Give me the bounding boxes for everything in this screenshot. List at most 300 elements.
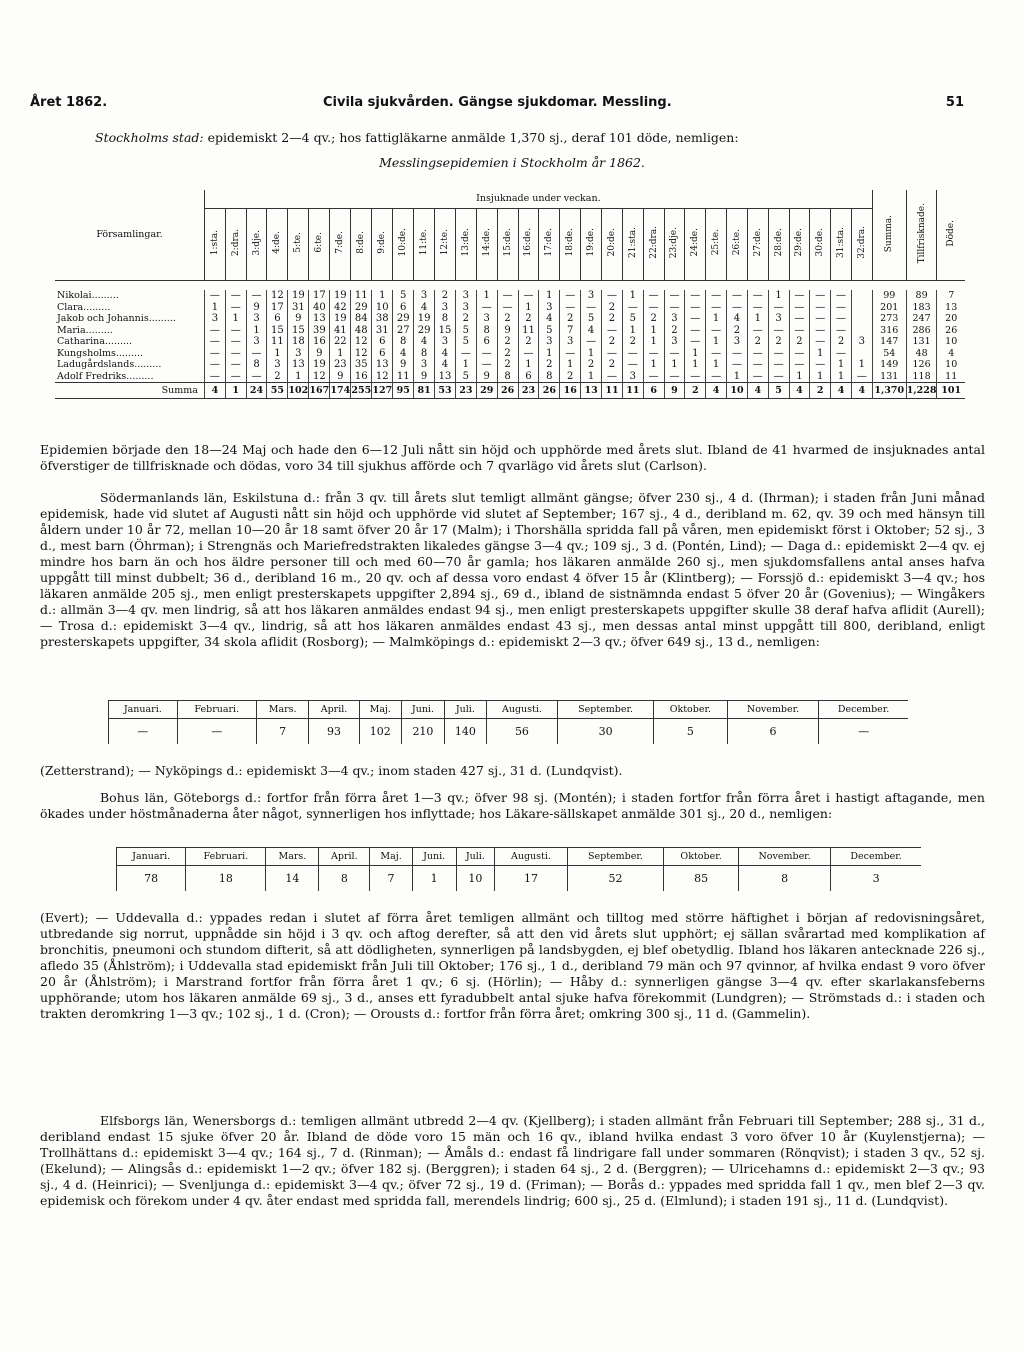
totals-header (906, 190, 937, 280)
week-header (372, 208, 393, 280)
paragraph-nykoping (40, 763, 985, 779)
table-cell: — (747, 325, 768, 337)
table-cell: 1 (727, 371, 748, 383)
table-cell: 1 (851, 359, 872, 371)
row-dead: 10 (937, 336, 965, 348)
table-cell: 3 (664, 336, 685, 348)
row-sum: 147 (872, 336, 906, 348)
table-cell: 42 (330, 302, 351, 314)
month-header: November. (738, 848, 830, 866)
month-header: December. (831, 848, 921, 866)
table-cell: 13 (435, 371, 456, 383)
row-recovered: 89 (906, 290, 937, 302)
table-cell: — (664, 348, 685, 360)
sum-cell: 6 (643, 383, 664, 399)
week-header (351, 208, 372, 280)
table-cell: 4 (414, 302, 435, 314)
week-header-label: 17:de. (544, 228, 555, 257)
table-cell: — (622, 348, 643, 360)
sum-cell: 81 (414, 383, 435, 399)
table-cell: 5 (455, 336, 476, 348)
week-header (267, 208, 288, 280)
table-cell: — (622, 302, 643, 314)
table-cell: — (727, 359, 748, 371)
table-cell: 12 (267, 290, 288, 302)
table-cell: — (560, 348, 581, 360)
table-cell: 3 (435, 336, 456, 348)
sum-label: Summa (55, 383, 204, 399)
week-header-label: 11:te. (419, 229, 430, 256)
table-cell: — (727, 302, 748, 314)
table-row (55, 359, 965, 371)
sum-cell: 13 (581, 383, 602, 399)
sum-cell: 167 (309, 383, 330, 399)
parish-name: Maria......... (57, 324, 113, 336)
paragraph-text: Epidemien började den 18—24 Maj och hade den 6—12 Juli nått sin höjd och upphörde med årets slut. Ibland de 41 hvarmed de insjuknades antal öfverstiger de tillfrisknade och dödas, voro 34 till sjukhus afförde och 7 qvarlägo vid årets slut (Carlson). (40, 442, 985, 473)
table-cell: 6 (267, 313, 288, 325)
month-value: 8 (319, 866, 370, 892)
week-header-label: 31:sta. (836, 227, 847, 258)
table-cell: 6 (518, 371, 539, 383)
week-header-label: 9:de. (377, 231, 388, 254)
table-cell: 1 (685, 348, 706, 360)
table-cell: 11 (351, 290, 372, 302)
month-value: 7 (370, 866, 413, 892)
table-cell: 39 (309, 325, 330, 337)
table-cell: — (831, 348, 852, 360)
table-cell (851, 325, 872, 337)
totals-header (937, 190, 965, 280)
table-cell: 4 (435, 348, 456, 360)
row-recovered: 118 (906, 371, 937, 383)
week-header (789, 208, 810, 280)
week-header-label: 27:de. (752, 228, 763, 257)
week-header-label: 32:dra. (856, 226, 867, 259)
table-cell: 12 (351, 336, 372, 348)
sum-cell: 24 (246, 383, 267, 399)
table-cell: 1 (664, 359, 685, 371)
week-header (560, 208, 581, 280)
table-cell: — (685, 290, 706, 302)
sum-cell: 9 (664, 383, 685, 399)
row-dead: 10 (937, 359, 965, 371)
table-cell: 2 (602, 359, 623, 371)
week-header (330, 208, 351, 280)
table-cell: — (768, 371, 789, 383)
table-cell: 1 (810, 371, 831, 383)
table-cell: — (810, 359, 831, 371)
week-header (622, 208, 643, 280)
row-dead: 13 (937, 302, 965, 314)
table-cell: — (246, 348, 267, 360)
month-value: — (819, 719, 908, 745)
month-value: 5 (653, 719, 727, 745)
month-table-malmkoping (108, 700, 908, 744)
row-recovered: 131 (906, 336, 937, 348)
week-header-label: 21:sta. (627, 227, 638, 258)
month-value: 17 (495, 866, 567, 892)
week-header-label: 26:te. (731, 229, 742, 256)
row-sum: 201 (872, 302, 906, 314)
table-cell: 3 (851, 336, 872, 348)
table-cell: 15 (435, 325, 456, 337)
table-cell: 1 (330, 348, 351, 360)
intro-line (95, 130, 739, 145)
month-value: 85 (664, 866, 739, 892)
table-cell: 8 (539, 371, 560, 383)
sum-cell: 1 (225, 383, 246, 399)
week-header-label: 1:sta. (209, 229, 220, 256)
table-cell: 13 (288, 359, 309, 371)
table-cell: — (727, 290, 748, 302)
parishes-header: Församlingar. (55, 190, 204, 280)
table-cell: 1 (539, 348, 560, 360)
month-value: 18 (186, 866, 266, 892)
table-cell: 5 (455, 325, 476, 337)
table-cell: 1 (622, 325, 643, 337)
table-cell: 2 (539, 359, 560, 371)
table-cell: 3 (539, 336, 560, 348)
table-cell: 2 (455, 313, 476, 325)
table-cell: 1 (455, 359, 476, 371)
month-header: December. (819, 701, 908, 719)
row-sum: 149 (872, 359, 906, 371)
table-cell: — (685, 313, 706, 325)
page-number: 51 (945, 95, 964, 110)
table-cell: 1 (643, 359, 664, 371)
table-cell: 23 (330, 359, 351, 371)
week-header-label: 20:de. (606, 228, 617, 257)
table-cell: 6 (372, 348, 393, 360)
table-cell: 22 (330, 336, 351, 348)
week-header-label: 4:de. (272, 231, 283, 254)
table-cell: 1 (539, 290, 560, 302)
week-header (497, 208, 518, 280)
month-header: Maj. (370, 848, 413, 866)
table-cell: 16 (309, 336, 330, 348)
week-header-label: 13:de. (460, 228, 471, 257)
paragraph-text: Elfsborgs län, Wenersborgs d.: temligen allmänt utbredd 2—4 qv. (Kjellberg); i staden allmänt från Februari till September; 288 sj., 31 d., deribland endast 15 sjuke öfver 20 år. Ibland de döde voro 15 män och 16 qv., ibland hvilka endast 3 voro öfver 10 år (Kuylenstjerna); — Trollhättans d.: epidemiskt 3—4 qv.; 164 sj., 7 d. (Rinman); — Åmåls d.: endast få lindrigare fall under sommaren (Rönqvist); i staden 3 qv., 52 sj. (Ekelund); — Alingsås d.: epidemiskt 1—2 qv.; öfver 182 sj. (Berggren); i staden 64 sj., 2 d. (Berggren); — Ulricehamns d.: epidemiskt 2—3 qv.; 93 sj., 4 d. (Heinrici); — Svenljunga d.: epidemiskt 3—4 qv.; öfver 72 sj., 19 d. (Friman); — Borås d.: yppades med spridda fall 1 qv., men blef 2—3 qv. epidemisk och förekom under 4 qv. åter endast med spridda fall, merendels lindrig; 600 sj., 25 d. (Elmlund); i staden 191 sj., 11 d. (Lundqvist). (40, 1113, 985, 1208)
table-cell: 4 (393, 348, 414, 360)
table-cell: 2 (727, 325, 748, 337)
table-cell (851, 348, 872, 360)
month-value: 93 (309, 719, 359, 745)
table-cell: 48 (351, 325, 372, 337)
table-cell: 4 (727, 313, 748, 325)
month-header: Augusti. (495, 848, 567, 866)
table-cell: 6 (372, 336, 393, 348)
table-cell: 8 (393, 336, 414, 348)
table-cell: — (602, 348, 623, 360)
week-header (768, 208, 789, 280)
table-cell: — (706, 348, 727, 360)
week-header (288, 208, 309, 280)
table-cell: 13 (309, 313, 330, 325)
week-header (309, 208, 330, 280)
table-cell: 1 (810, 348, 831, 360)
sum-cell: 11 (622, 383, 643, 399)
table-cell: 1 (288, 371, 309, 383)
table-cell: — (768, 359, 789, 371)
table-cell: 19 (309, 359, 330, 371)
month-table-goteborg (116, 847, 921, 891)
table-cell (851, 290, 872, 302)
week-header (747, 208, 768, 280)
paragraph-uddevalla (40, 910, 985, 1022)
week-header-label: 18:de. (565, 228, 576, 257)
table-cell: 2 (267, 371, 288, 383)
table-cell: 3 (476, 313, 497, 325)
table-cell: — (664, 290, 685, 302)
row-sum: 54 (872, 348, 906, 360)
table-cell: 1 (246, 325, 267, 337)
sum-cell: 4 (204, 383, 225, 399)
table-cell: 29 (414, 325, 435, 337)
table-row (55, 302, 965, 314)
table-cell: — (747, 348, 768, 360)
table-cell: 4 (414, 336, 435, 348)
table-cell: 1 (706, 313, 727, 325)
table-cell: — (727, 348, 748, 360)
sum-cell: 102 (288, 383, 309, 399)
table-cell: — (851, 371, 872, 383)
sum-cell: 5 (768, 383, 789, 399)
table-cell: 12 (351, 348, 372, 360)
month-header: Oktober. (653, 701, 727, 719)
table-cell: 2 (560, 371, 581, 383)
week-header (204, 208, 225, 280)
table-cell: 19 (414, 313, 435, 325)
parish-name: Kungsholms......... (57, 347, 144, 359)
table-cell: — (831, 313, 852, 325)
month-value: 78 (117, 866, 186, 892)
parish-name: Jakob och Johannis......... (57, 313, 176, 324)
sum-cell: 10 (727, 383, 748, 399)
table-cell: 2 (497, 359, 518, 371)
week-header-label: 2:dra. (230, 228, 241, 257)
sum-total: 1,370 (872, 383, 906, 399)
table-cell: — (204, 325, 225, 337)
table-cell: — (685, 325, 706, 337)
table-cell: 29 (393, 313, 414, 325)
table-cell: 2 (602, 302, 623, 314)
table-cell: 1 (831, 359, 852, 371)
table-cell: — (789, 325, 810, 337)
table-cell: 40 (309, 302, 330, 314)
sum-cell: 95 (393, 383, 414, 399)
row-dead: 4 (937, 348, 965, 360)
month-header: Juni. (401, 701, 444, 719)
month-value: 1 (412, 866, 456, 892)
table-cell: 9 (330, 371, 351, 383)
table-cell: 12 (372, 371, 393, 383)
table-row (55, 348, 965, 360)
table-cell: 6 (393, 302, 414, 314)
table-cell: — (789, 359, 810, 371)
table-cell: 2 (560, 313, 581, 325)
week-header-label: 19:de. (586, 228, 597, 257)
parish-name: Nikolai......... (57, 290, 119, 301)
header-year: Året 1862. (30, 95, 108, 110)
table-cell: 3 (414, 359, 435, 371)
parish-name: Ladugårdslands......... (57, 359, 162, 370)
sum-row (55, 383, 965, 399)
table-cell: — (664, 302, 685, 314)
week-header-label: 12:te. (439, 229, 450, 256)
table-cell: 35 (351, 359, 372, 371)
table-cell: 38 (372, 313, 393, 325)
table-cell: 1 (643, 336, 664, 348)
table-cell: — (643, 348, 664, 360)
month-value: 52 (567, 866, 664, 892)
table-cell: 1 (225, 313, 246, 325)
paragraph-elfsborg (40, 1113, 985, 1209)
table-cell: — (204, 336, 225, 348)
table-cell: — (747, 302, 768, 314)
sum-cell: 55 (267, 383, 288, 399)
week-header (851, 208, 872, 280)
sum-cell: 26 (539, 383, 560, 399)
table-cell: 3 (455, 290, 476, 302)
sum-cell: 4 (747, 383, 768, 399)
table-cell: 1 (622, 290, 643, 302)
sum-cell: 4 (831, 383, 852, 399)
table-cell: 84 (351, 313, 372, 325)
row-dead: 7 (937, 290, 965, 302)
table-cell: — (455, 348, 476, 360)
month-value: 210 (401, 719, 444, 745)
week-header (539, 208, 560, 280)
table-cell: 1 (789, 371, 810, 383)
table-cell: — (810, 336, 831, 348)
sum-recovered: 1,228 (906, 383, 937, 399)
week-header-label: 30:de. (815, 228, 826, 257)
sum-cell: 2 (810, 383, 831, 399)
table-cell: 8 (497, 371, 518, 383)
table-cell: 1 (581, 371, 602, 383)
table-cell: 13 (372, 359, 393, 371)
week-header (476, 208, 497, 280)
table-cell: 18 (288, 336, 309, 348)
table-cell: — (768, 348, 789, 360)
table-cell: 1 (518, 302, 539, 314)
table-cell: 1 (560, 359, 581, 371)
week-header-label: 16:de. (523, 228, 534, 257)
table-cell: — (706, 302, 727, 314)
table-cell: 3 (768, 313, 789, 325)
sum-cell: 4 (789, 383, 810, 399)
table-cell: — (497, 302, 518, 314)
table-cell: — (643, 302, 664, 314)
table-cell: — (789, 348, 810, 360)
sum-cell: 16 (560, 383, 581, 399)
table-cell: 1 (372, 290, 393, 302)
week-header (664, 208, 685, 280)
week-header-label: 24:de. (690, 228, 701, 257)
table-cell: — (706, 325, 727, 337)
row-dead: 20 (937, 313, 965, 325)
table-row (55, 325, 965, 337)
table-cell: 2 (497, 313, 518, 325)
header-section: Civila sjukvården. Gängse sjukdomar. Messling. (323, 95, 672, 110)
week-header-label: 22:dra. (648, 226, 659, 259)
table-cell: 3 (727, 336, 748, 348)
month-header: Januari. (117, 848, 186, 866)
table-cell: 1 (768, 290, 789, 302)
row-recovered: 183 (906, 302, 937, 314)
row-dead: 26 (937, 325, 965, 337)
table-cell: — (622, 359, 643, 371)
table-row (55, 371, 965, 383)
table-cell: 2 (497, 348, 518, 360)
table-cell: 9 (497, 325, 518, 337)
table-cell: — (831, 325, 852, 337)
sum-cell: 26 (497, 383, 518, 399)
table-cell: 1 (685, 359, 706, 371)
table-cell: 1 (831, 371, 852, 383)
table-cell (851, 302, 872, 314)
table-cell: — (476, 348, 497, 360)
table-cell: 2 (497, 336, 518, 348)
table-cell: 4 (581, 325, 602, 337)
table-cell: — (204, 348, 225, 360)
week-header (435, 208, 456, 280)
table-cell: 5 (455, 371, 476, 383)
table-cell: — (789, 313, 810, 325)
week-header-label: 8:de. (356, 231, 367, 254)
week-header-label: 23:dje. (669, 226, 680, 259)
week-header (810, 208, 831, 280)
table-cell (851, 313, 872, 325)
table-cell: — (664, 371, 685, 383)
table-cell: — (225, 359, 246, 371)
table-cell: 3 (560, 336, 581, 348)
table-cell: — (810, 290, 831, 302)
sum-cell: 4 (851, 383, 872, 399)
table-cell: 3 (246, 336, 267, 348)
week-header-label: 29:de. (794, 228, 805, 257)
week-header-label: 10:de. (398, 228, 409, 257)
table-cell: — (602, 325, 623, 337)
table-cell: — (706, 371, 727, 383)
month-value: 140 (445, 719, 487, 745)
table-cell: 8 (246, 359, 267, 371)
table-cell: — (204, 359, 225, 371)
table-cell: 29 (351, 302, 372, 314)
month-header: April. (319, 848, 370, 866)
week-header (518, 208, 539, 280)
sum-cell: 53 (435, 383, 456, 399)
table-cell: — (581, 336, 602, 348)
week-header (581, 208, 602, 280)
sum-cell: 127 (372, 383, 393, 399)
table-cell: 3 (622, 371, 643, 383)
table-cell: — (204, 371, 225, 383)
table-cell: — (225, 348, 246, 360)
table-cell: 3 (246, 313, 267, 325)
month-header: Oktober. (664, 848, 739, 866)
table-cell: 4 (435, 359, 456, 371)
table-cell: 2 (518, 336, 539, 348)
table-cell: 19 (330, 290, 351, 302)
paragraph-text: (Zetterstrand); — Nyköpings d.: epidemiskt 3—4 qv.; inom staden 427 sj., 31 d. (Lundqvist). (40, 763, 623, 778)
table-cell: 2 (581, 359, 602, 371)
month-value: 7 (256, 719, 308, 745)
table-cell: 8 (414, 348, 435, 360)
row-sum: 316 (872, 325, 906, 337)
sum-cell: 2 (685, 383, 706, 399)
week-header-label: 5:te. (293, 232, 304, 253)
